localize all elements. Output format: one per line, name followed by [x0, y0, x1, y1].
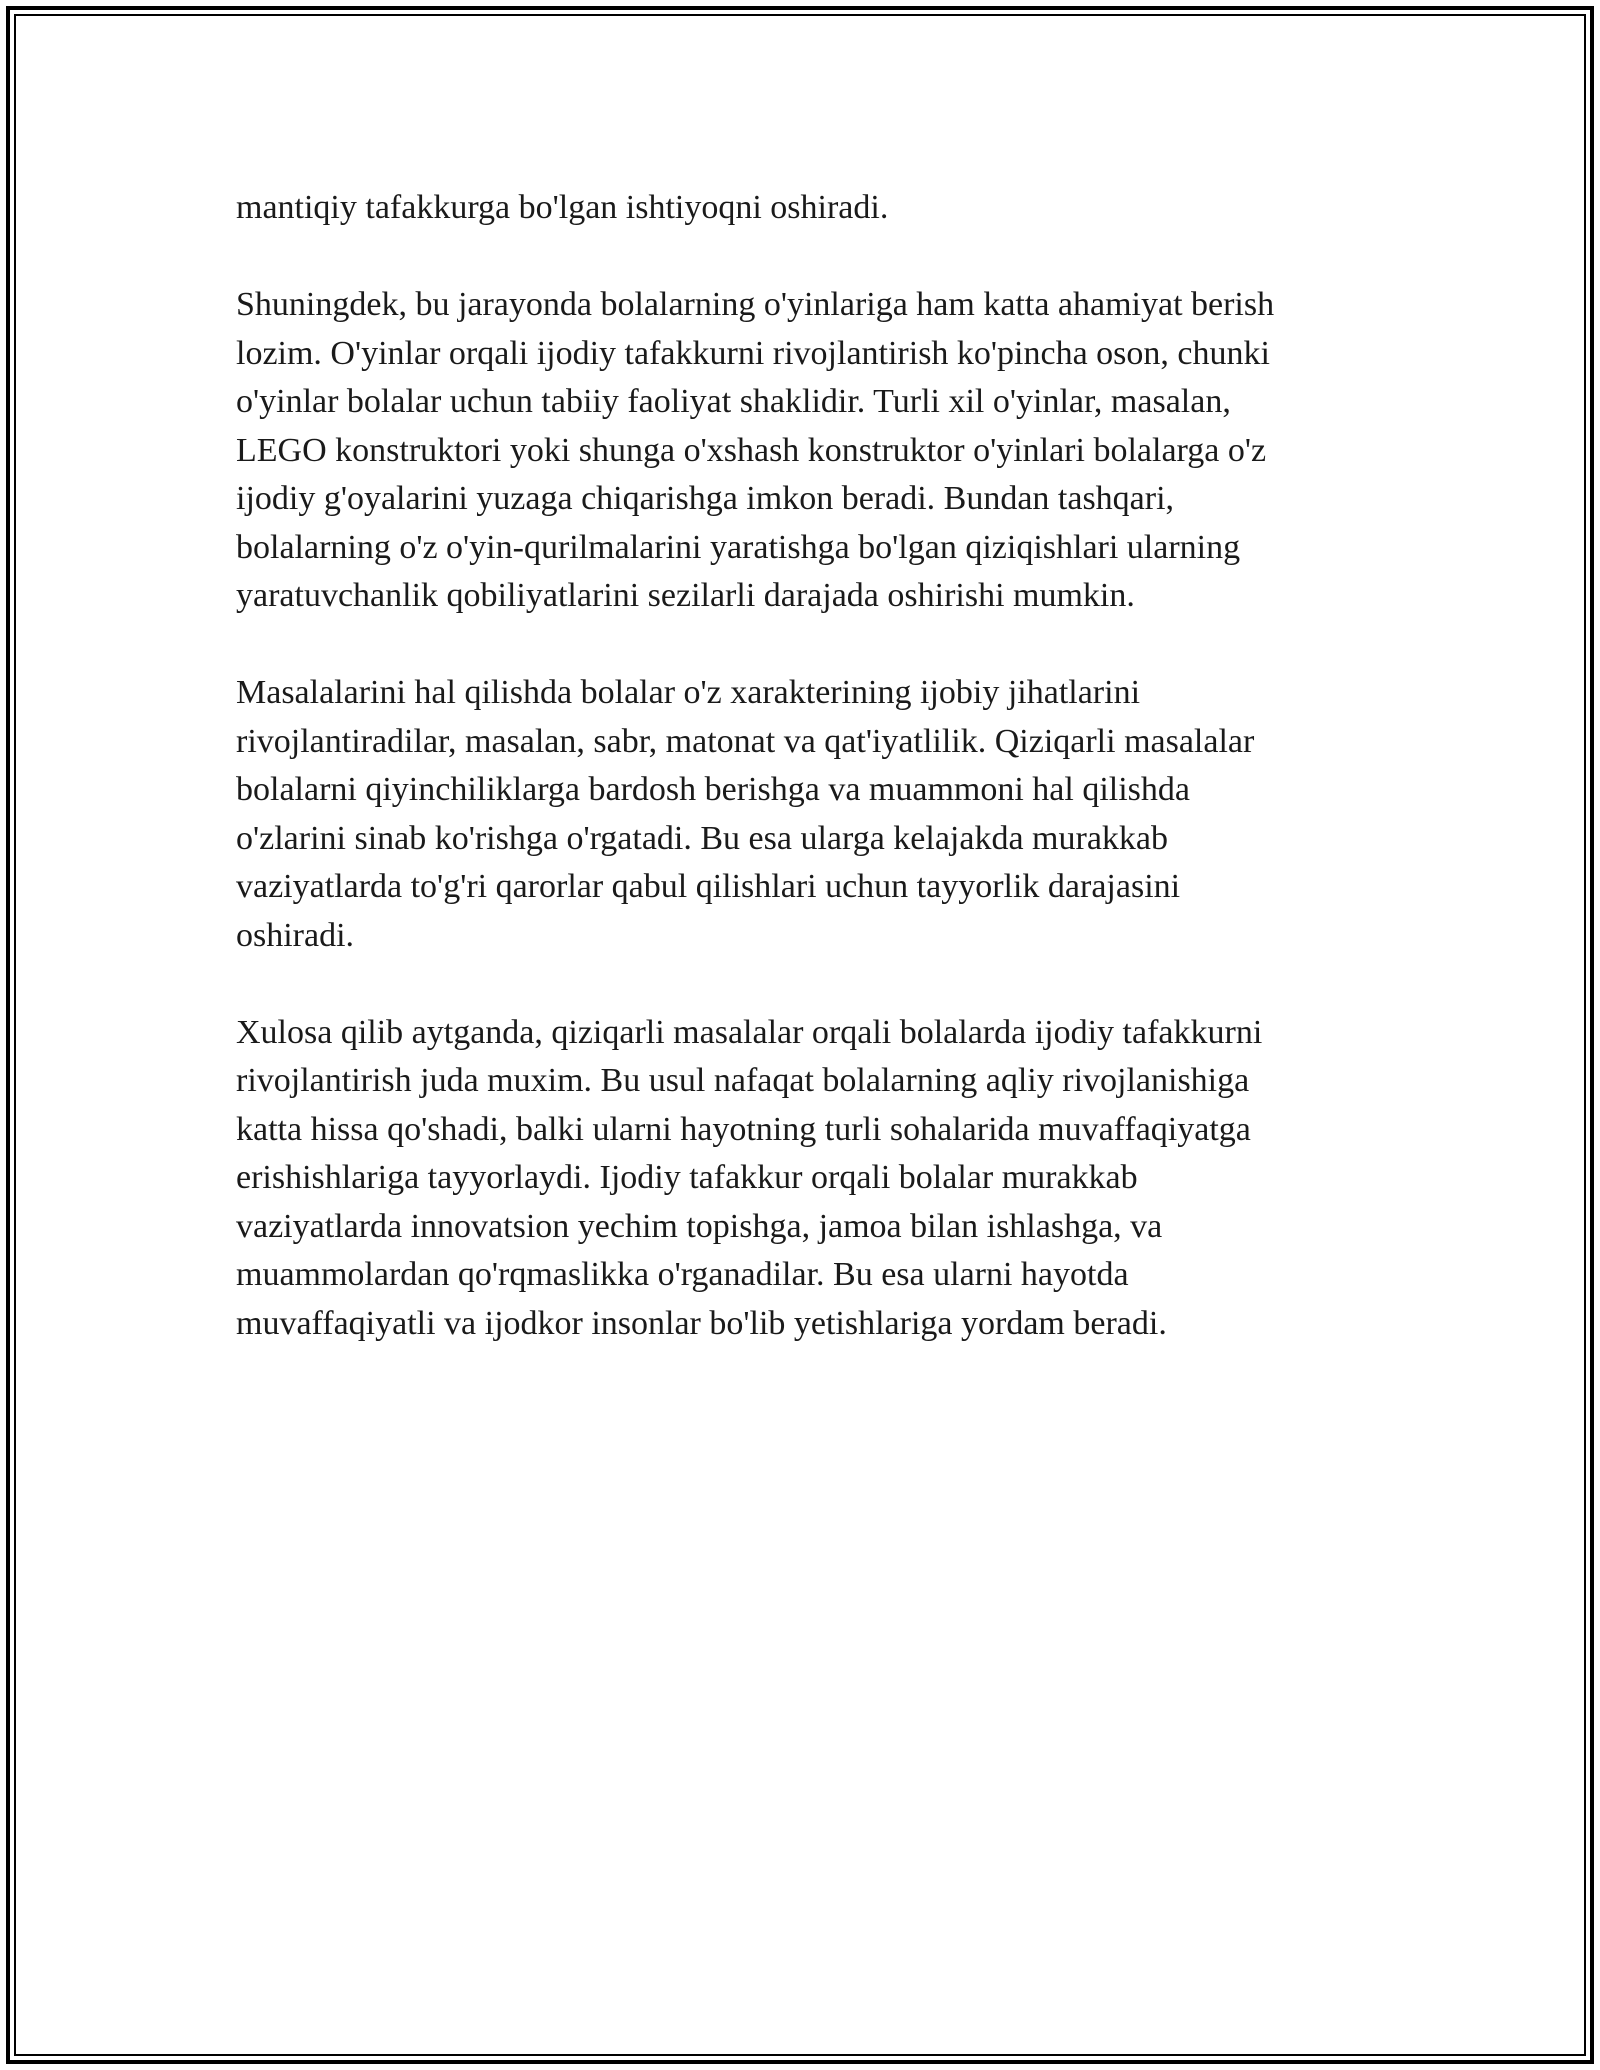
document-body [236, 184, 1416, 1397]
paragraph-games: Shuningdek, bu jarayonda bolalarning o'yinlariga ham katta ahamiyat berish lozim. O'yinlar orqali ijodiy tafakkurni rivojlantirish ko'pincha oson, chunki o'yinlar bolalar uchun tabiiy faoliyat shaklidir. Turli xil o'yinlar, masalan, LEGO konstruktori yoki shunga o'xshash konstruktor o'yinlari bolalarga o'z ijodiy g'oyalarini yuzaga chiqarishga imkon beradi. Bundan tashqari, bolalarning o'z o'yin-qurilmalarini yaratishga bo'lgan qiziqishlari ularning yaratuvchanlik qobiliyatlarini sezilarli darajada oshirishi mumkin. [236, 286, 1275, 614]
paragraph-continuation: mantiqiy tafakkurga bo'lgan ishtiyoqni oshiradi. [236, 189, 889, 226]
paragraph-character: Masalalarini hal qilishda bolalar o'z xarakterining ijobiy jihatlarini rivojlantiradilar, masalan, sabr, matonat va qat'iyatlilik. Qiziqarli masalalar bolalarni qiyinchiliklarga bardosh berishga va muammoni hal qilishda o'zlarini sinab ko'rishga o'rgatadi. Bu esa ularga kelajakda murakkab vaziyatlarda to'g'ri qarorlar qabul qilishlari uchun tayyorlik darajasini oshiradi. [236, 674, 1255, 954]
paragraph-conclusion: Xulosa qilib aytganda, qiziqarli masalalar orqali bolalarda ijodiy tafakkurni rivojlantirish juda muxim. Bu usul nafaqat bolalarning aqliy rivojlanishiga katta hissa qo'shadi, balki ularni hayotning turli sohalarida muvaffaqiyatga erishishlariga tayyorlaydi. Ijodiy tafakkur orqali bolalar murakkab vaziyatlarda innovatsion yechim topishga, jamoa bilan ishlashga, va muammolardan qo'rqmaslikka o'rganadilar. Bu esa ularni hayotda muvaffaqiyatli va ijodkor insonlar bo'lib yetishlariga yordam beradi. [236, 1013, 1263, 1342]
